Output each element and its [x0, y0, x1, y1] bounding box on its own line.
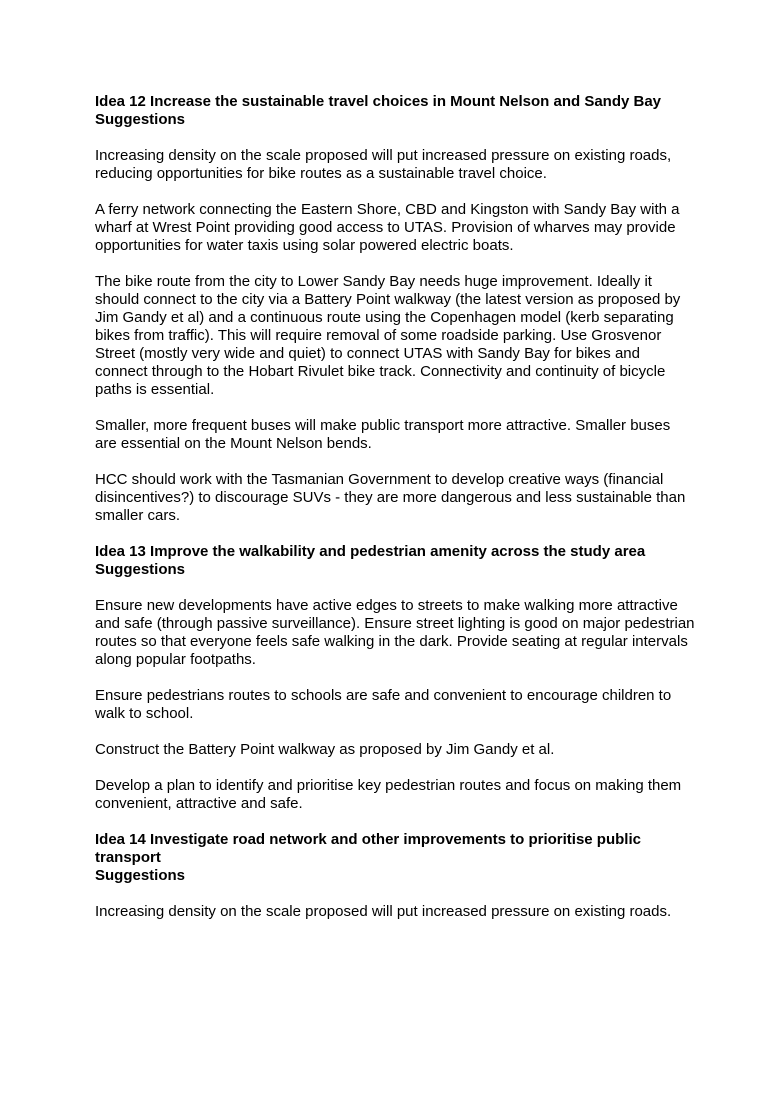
paragraph: Ensure pedestrians routes to schools are safe and convenient to encourage children to walk to school.	[95, 687, 672, 722]
suggestions-label: Suggestions	[95, 561, 186, 578]
idea-13-section	[95, 543, 695, 813]
idea-14-section	[95, 831, 695, 921]
paragraph: HCC should work with the Tasmanian Government to develop creative ways (financial disincentives?) to discourage SUVs - they are more dangerous and less sustainable than smaller cars.	[95, 471, 686, 524]
suggestions-label: Suggestions	[95, 867, 186, 884]
paragraph: Develop a plan to identify and prioritise key pedestrian routes and focus on making them convenient, attractive and safe.	[95, 777, 682, 812]
paragraph: Construct the Battery Point walkway as proposed by Jim Gandy et al.	[95, 741, 555, 758]
idea-heading: Idea 14 Investigate road network and other improvements to prioritise public transport	[95, 831, 641, 866]
idea-heading: Idea 12 Increase the sustainable travel choices in Mount Nelson and Sandy Bay	[95, 93, 662, 110]
paragraph: The bike route from the city to Lower Sandy Bay needs huge improvement. Ideally it should connect to the city via a Battery Point walkway (the latest version as proposed by Jim Gandy et al) and a continuous route using the Copenhagen model (kerb separating bikes from traffic). This will require removal of some roadside parking. Use Grosvenor Street (mostly very wide and quiet) to connect UTAS with Sandy Bay for bikes and connect through to the Hobart Rivulet bike track. Connectivity and continuity of bicycle paths is essential.	[95, 273, 681, 398]
paragraph: Smaller, more frequent buses will make public transport more attractive. Smaller buses are essential on the Mount Nelson bends.	[95, 417, 671, 452]
idea-heading: Idea 13 Improve the walkability and pedestrian amenity across the study area	[95, 543, 646, 560]
idea-12-section	[95, 93, 695, 525]
paragraph: Increasing density on the scale proposed will put increased pressure on existing roads, reducing opportunities for bike routes as a sustainable travel choice.	[95, 147, 672, 182]
paragraph: Increasing density on the scale proposed will put increased pressure on existing roads.	[95, 903, 672, 920]
suggestions-label: Suggestions	[95, 111, 186, 128]
paragraph: A ferry network connecting the Eastern Shore, CBD and Kingston with Sandy Bay with a wharf at Wrest Point providing good access to UTAS. Provision of wharves may provide opportunities for water taxis using solar powered electric boats.	[95, 201, 680, 254]
paragraph: Ensure new developments have active edges to streets to make walking more attractive and safe (through passive surveillance). Ensure street lighting is good on major pedestrian routes so that everyone feels safe walking in the dark. Provide seating at regular intervals along popular footpaths.	[95, 597, 695, 668]
document-page	[95, 93, 695, 939]
